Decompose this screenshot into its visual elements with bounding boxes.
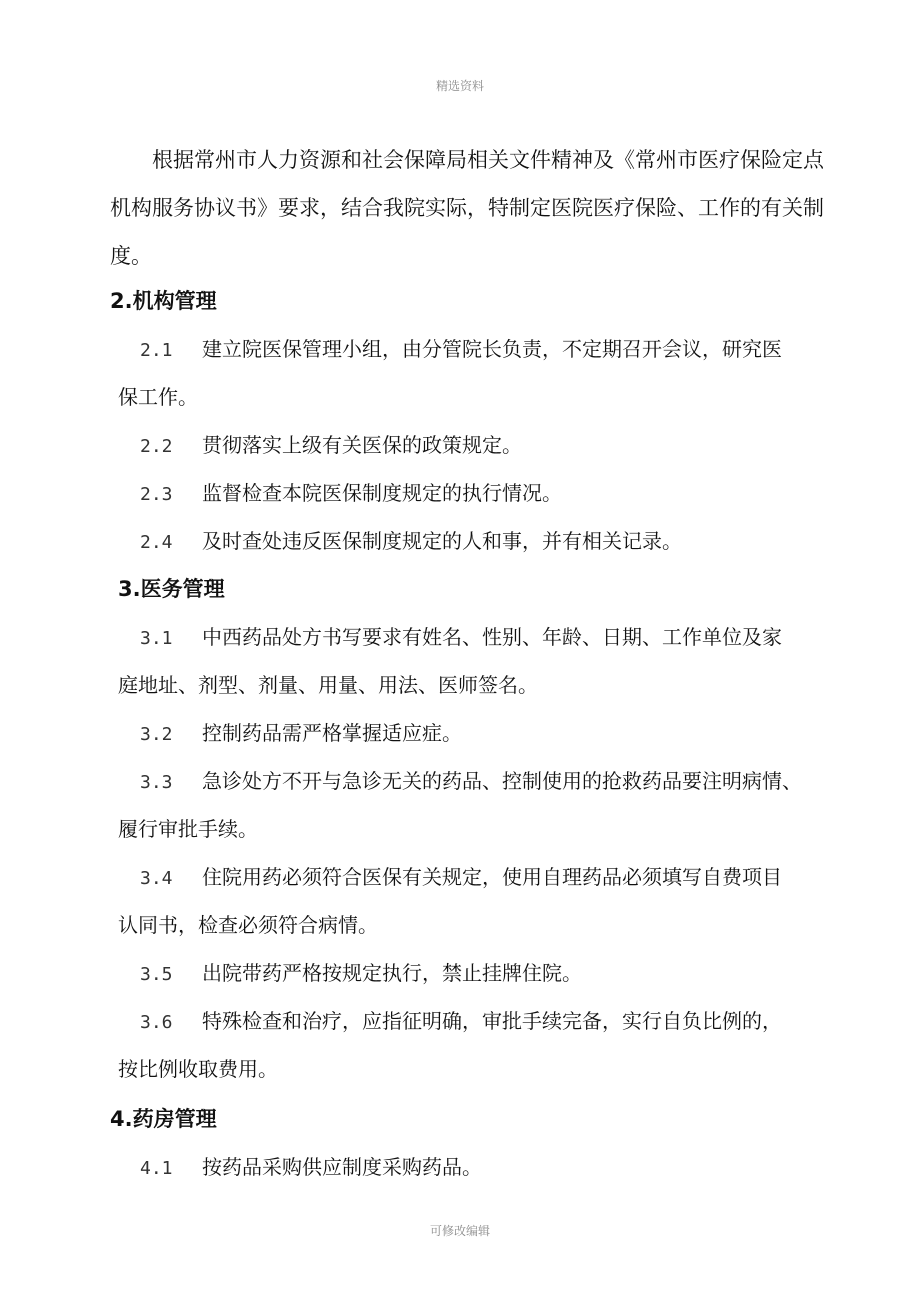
item-2-1 [140, 334, 840, 366]
item-number: 3.4 [140, 868, 173, 889]
item-3-4 [140, 862, 840, 894]
item-3-1-continuation: 庭地址、剂型、剂量、用量、用法、医师签名。 [118, 673, 538, 697]
section-heading-2: 2.机构管理 [110, 289, 217, 313]
item-2-1-continuation: 保工作。 [118, 385, 198, 409]
item-2-3 [140, 478, 840, 510]
item-3-3 [140, 766, 840, 798]
item-text: 中西药品处方书写要求有姓名、性别、年龄、日期、工作单位及家 [202, 625, 782, 649]
item-text: 建立院医保管理小组，由分管院长负责，不定期召开会议，研究医 [202, 337, 782, 361]
item-number: 2.4 [140, 532, 173, 553]
item-text: 及时查处违反医保制度规定的人和事，并有相关记录。 [202, 529, 682, 553]
item-3-6-continuation: 按比例收取费用。 [118, 1057, 278, 1081]
item-text: 监督检查本院医保制度规定的执行情况。 [202, 481, 562, 505]
item-3-6 [140, 1006, 840, 1038]
item-number: 2.1 [140, 340, 173, 361]
item-text: 出院带药严格按规定执行，禁止挂牌住院。 [202, 961, 582, 985]
item-number: 3.1 [140, 628, 173, 649]
item-text: 贯彻落实上级有关医保的政策规定。 [202, 433, 522, 457]
item-number: 3.2 [140, 724, 173, 745]
item-3-3-continuation: 履行审批手续。 [118, 817, 258, 841]
item-2-2 [140, 430, 840, 462]
item-number: 3.5 [140, 964, 173, 985]
item-number: 2.2 [140, 436, 173, 457]
section-heading-4: 4.药房管理 [110, 1107, 217, 1131]
item-2-4 [140, 526, 840, 558]
item-number: 3.6 [140, 1012, 173, 1033]
item-text: 急诊处方不开与急诊无关的药品、控制使用的抢救药品要注明病情、 [202, 769, 802, 793]
item-text: 按药品采购供应制度采购药品。 [202, 1155, 482, 1179]
item-3-1 [140, 622, 840, 654]
footer-note: 可修改编辑 [429, 1224, 490, 1238]
header-note: 精选资料 [435, 79, 484, 93]
item-number: 2.3 [140, 484, 173, 505]
item-text: 特殊检查和治疗，应指征明确，审批手续完备，实行自负比例的， [202, 1009, 782, 1033]
item-number: 4.1 [140, 1158, 173, 1179]
item-text: 控制药品需严格掌握适应症。 [202, 721, 462, 745]
section-heading-3: 3.医务管理 [118, 577, 225, 601]
item-4-1 [140, 1152, 840, 1184]
intro-paragraph: 根据常州市人力资源和社会保障局相关文件精神及《常州市医疗保险定点机构服务协议书》要求，结合我院实际，特制定医院医疗保险、工作的有关制度。 [110, 148, 824, 268]
item-text: 住院用药必须符合医保有关规定，使用自理药品必须填写自费项目 [202, 865, 782, 889]
item-number: 3.3 [140, 772, 173, 793]
item-3-4-continuation: 认同书，检查必须符合病情。 [118, 913, 378, 937]
item-3-5 [140, 958, 840, 990]
item-3-2 [140, 718, 840, 750]
